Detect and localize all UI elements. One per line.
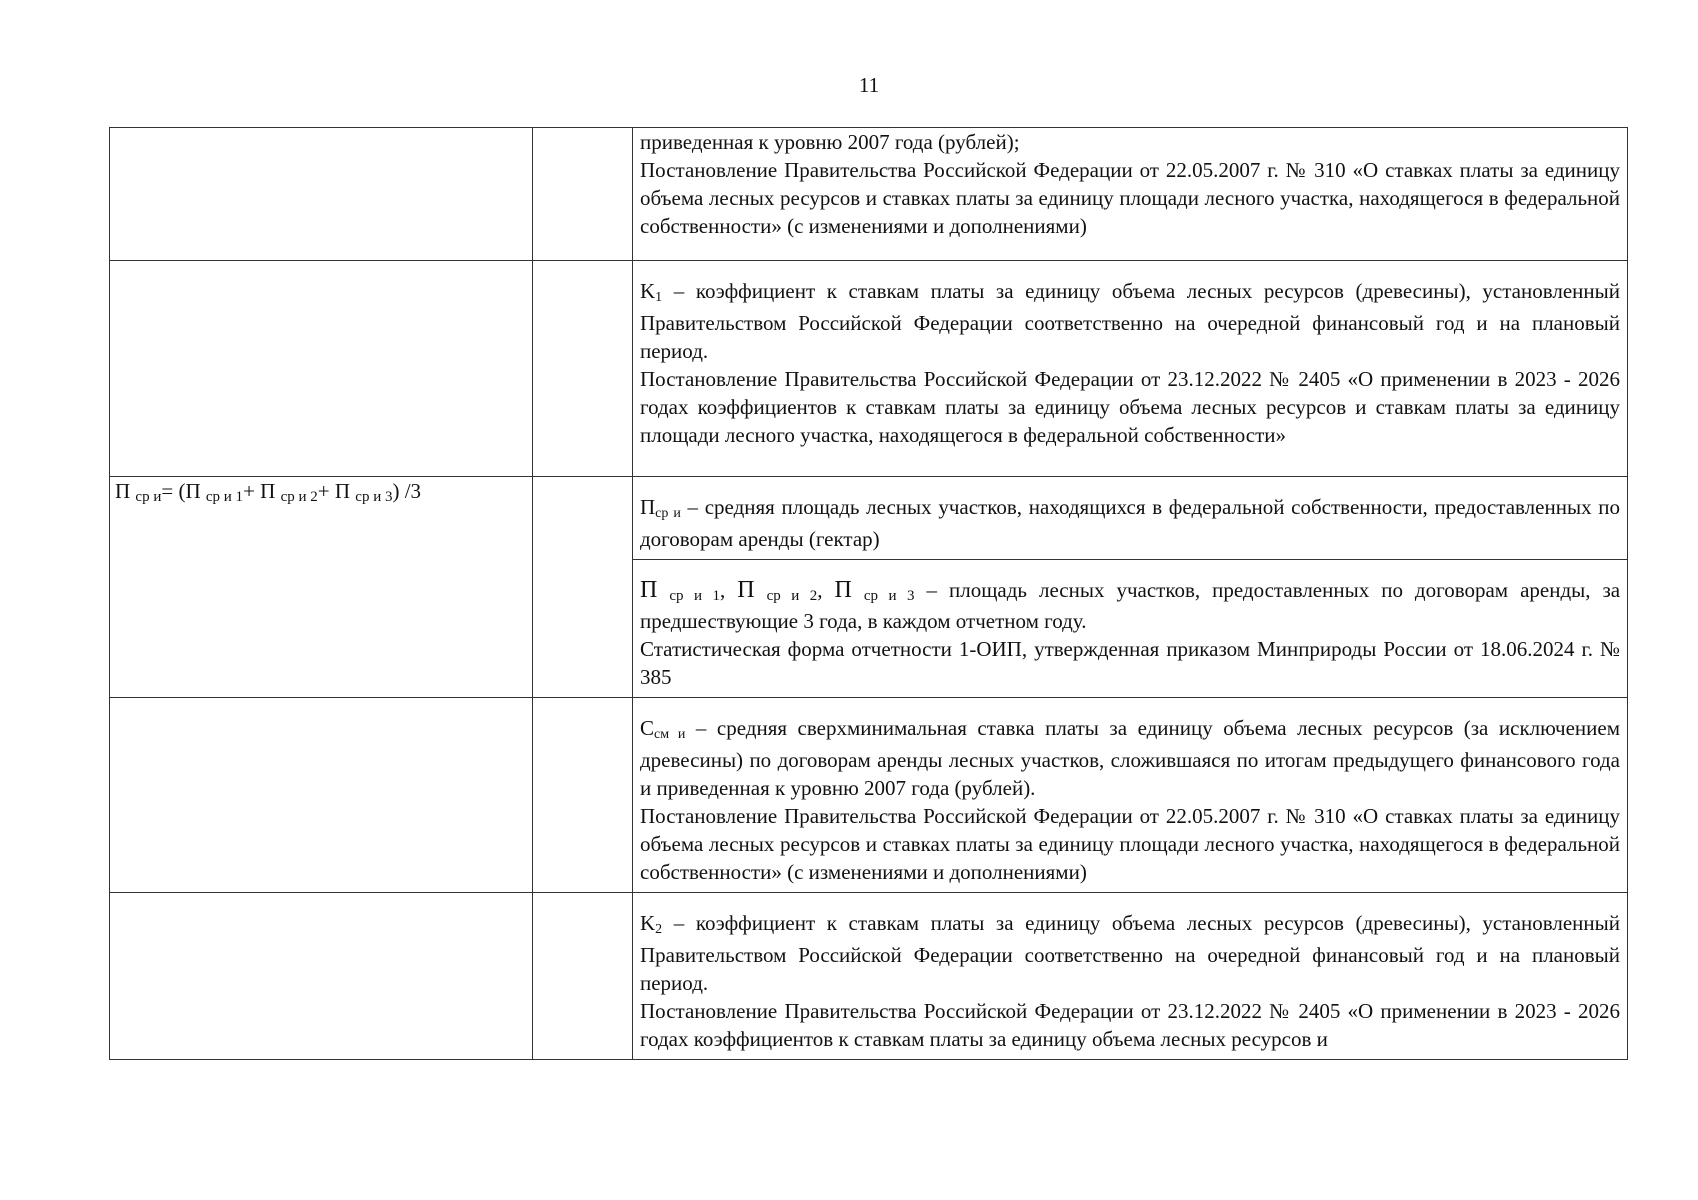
formula-operator: ) /3 [392,479,422,503]
description-text [640,714,1620,802]
formula-subscript: ср и 2 [280,489,318,505]
unit-cell [533,698,633,893]
formula-subscript: ср и 1 [205,489,244,505]
table-row [110,261,1628,477]
variable-subscript: 2 [655,922,663,937]
variable-subscript: ср и 2 [766,588,818,604]
description-cell [633,261,1628,477]
description-text [640,493,1620,553]
formula-cell [110,128,533,261]
formula-symbol: П [260,479,276,503]
source-text: Постановление Правительства Российской Федерации от 23.12.2022 № 2405 «О применении в 2023 - 2026 годах коэффициентов к ставкам платы за единицу объема лесных ресурсов и ставкам платы за единицу площади лесного участка, находящегося в федеральной собственности» [640,367,1620,447]
variable-definition: – средняя площадь лесных участков, находящихся в федеральной собственности, предоставленных по договорам аренды (гектар) [640,495,1620,551]
source-text: Статистическая форма отчетности 1-ОИП, утвержденная приказом Минприроды России от 18.06.2024 г. № 385 [640,637,1620,689]
table-row [110,128,1628,261]
variable-definition: – средняя сверхминимальная ставка платы за единицу объема лесных ресурсов (за исключением древесины) по договорам аренды лесных участков, сложившаяся по итогам предыдущего финансового года и приведенная к уровню 2007 года (рублей). [640,716,1620,800]
unit-cell [533,477,633,698]
source-text: Постановление Правительства Российской Федерации от 23.12.2022 № 2405 «О применении в 2023 - 2026 годах коэффициентов к ставкам платы за единицу объема лесных ресурсов и [640,999,1620,1051]
description-text [640,277,1620,365]
variable-symbol: П [640,495,656,519]
variable-subscript: ср и [655,506,681,521]
unit-cell [533,128,633,261]
variable-symbol: K [640,279,656,303]
table-row [110,698,1628,893]
variable-symbol: П [640,577,658,603]
formula-cell [110,261,533,477]
variable-symbol: K [640,911,656,935]
variable-symbol: П [834,577,852,603]
variable-subscript: 1 [655,290,663,305]
separator: , [720,578,738,602]
formula-symbol: П [334,479,351,503]
description-cell [633,893,1628,1060]
formula-operator: + [317,479,330,503]
variable-definition: – коэффициент к ставкам платы за единицу объема лесных ресурсов (древесины), установленный Правительством Российской Федерации соответственно на очередной финансовый год и на плановый период. [640,279,1620,363]
methodology-table [109,127,1628,1060]
description-text [640,909,1620,997]
source-text: Постановление Правительства Российской Федерации от 22.05.2007 г. № 310 «О ставках платы за единицу объема лесных ресурсов и ставках платы за единицу площади лесного участка, находящегося в федеральной собственности» (с изменениями и дополнениями) [640,158,1620,238]
description-cell [633,128,1628,261]
description-cell [633,560,1628,698]
formula-operator: = ( [161,479,186,503]
variable-symbol: С [640,716,655,740]
formula-subscript: ср и [135,489,162,505]
page-number: 11 [858,73,880,97]
variable-subscript: ср и 1 [669,588,721,604]
unit-cell [533,893,633,1060]
table-row [110,893,1628,1060]
formula-cell [110,698,533,893]
unit-cell [533,261,633,477]
description-text [640,576,1620,635]
variable-subscript: см и [654,727,686,742]
description-text: приведенная к уровню 2007 года (рублей); [640,130,1020,154]
variable-definition: – площадь лесных участков, предоставленных по договорам аренды, за предшествующие 3 года, в каждом отчетном году. [640,578,1621,633]
table-row [110,477,1628,560]
variable-subscript: ср и 3 [863,588,915,604]
formula-symbol: П [115,479,131,503]
description-cell [633,477,1628,560]
source-text: Постановление Правительства Российской Федерации от 22.05.2007 г. № 310 «О ставках платы за единицу объема лесных ресурсов и ставках платы за единицу площади лесного участка, находящегося в федеральной собственности» (с изменениями и дополнениями) [640,804,1620,884]
formula-subscript: ср и 3 [355,489,393,505]
variable-symbol: П [737,577,755,603]
formula-operator: + [243,479,255,503]
formula-cell [110,477,533,698]
formula-symbol: П [185,479,201,503]
variable-definition: – коэффициент к ставкам платы за единицу объема лесных ресурсов (древесины), установленный Правительством Российской Федерации соответственно на очередной финансовый год и на плановый период. [640,911,1620,995]
formula-cell [110,893,533,1060]
description-cell [633,698,1628,893]
separator: , [817,578,835,602]
